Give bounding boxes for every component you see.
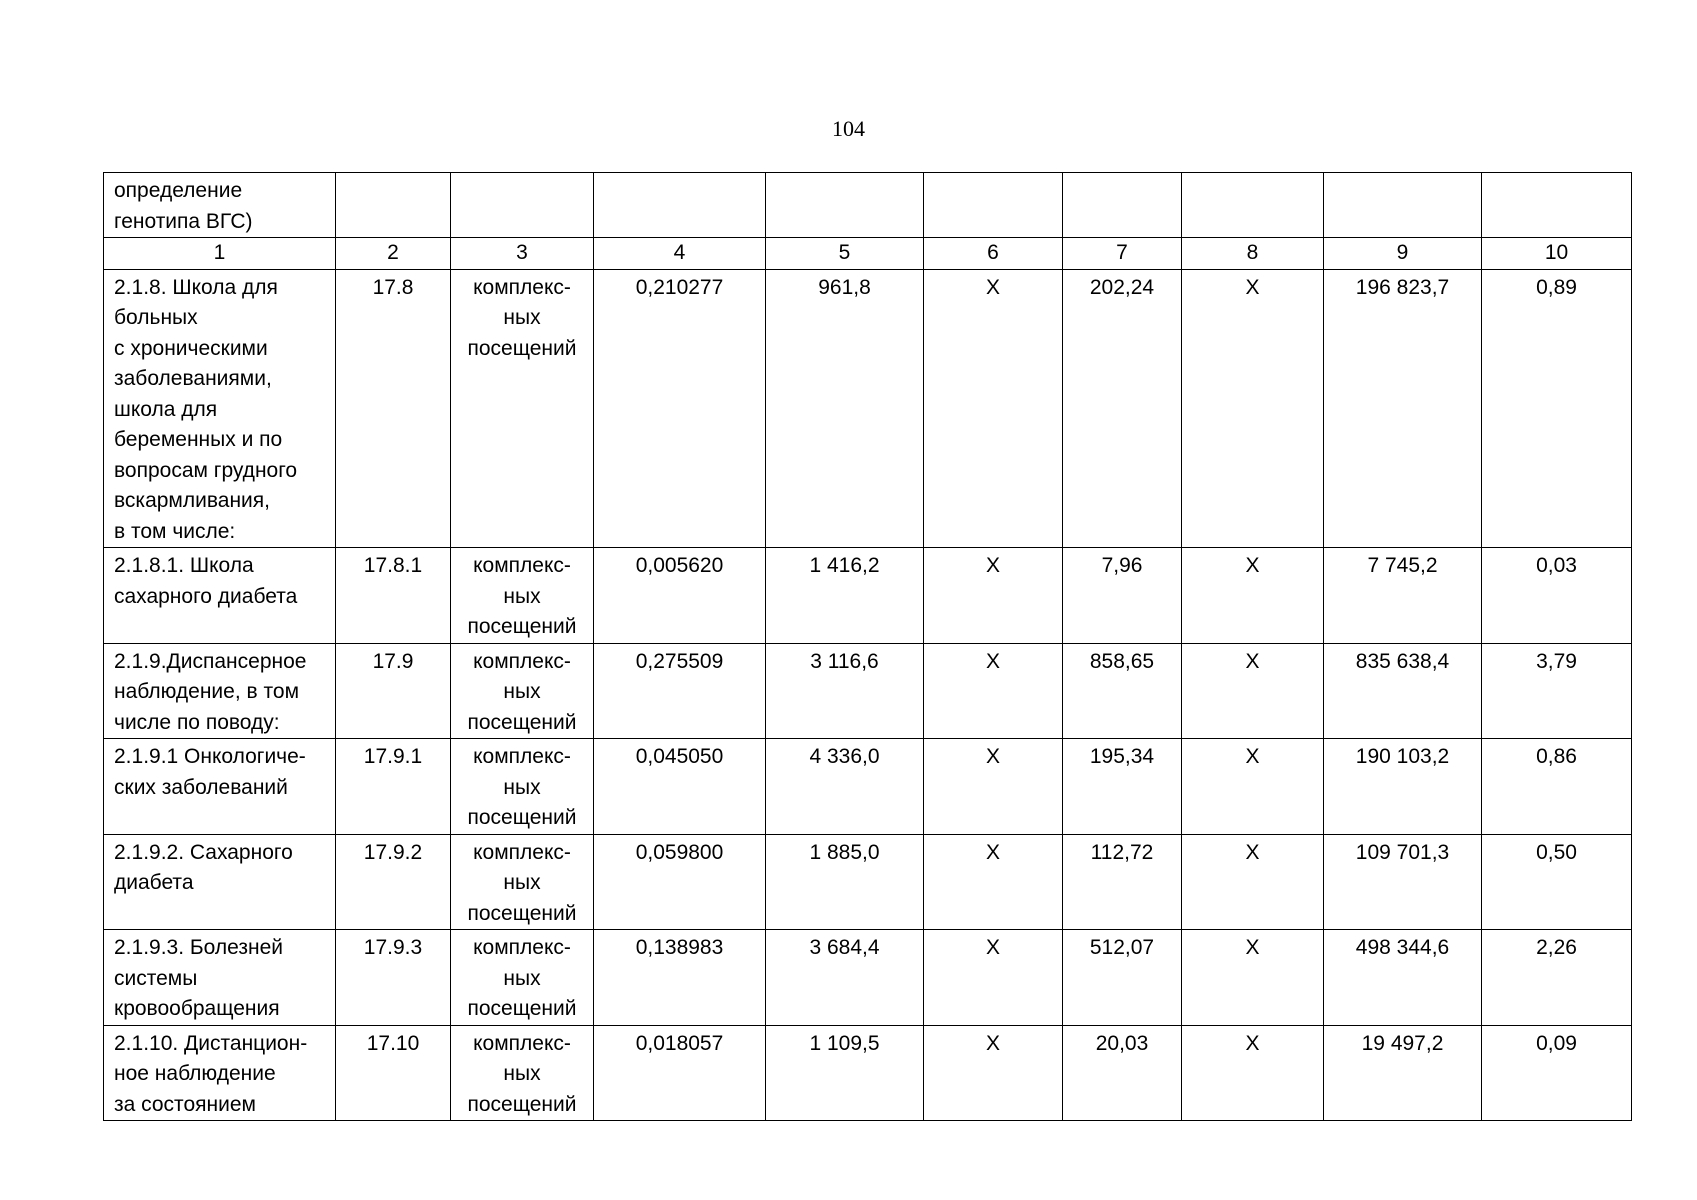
column-number: 4	[594, 238, 766, 270]
empty-cell	[1324, 173, 1482, 238]
cost-value: 4 336,0	[766, 739, 924, 835]
empty-cell	[1482, 173, 1632, 238]
continuation-cell: определение генотипа ВГС)	[104, 173, 336, 238]
x-mark: Х	[1182, 739, 1324, 835]
per-capita-value: 112,72	[1063, 834, 1182, 930]
share-value: 0,86	[1482, 739, 1632, 835]
row-name: 2.1.9.3. Болезней системы кровообращения	[104, 930, 336, 1026]
empty-cell	[766, 173, 924, 238]
row-name: 2.1.9.Диспансерное наблюдение, в том числе по поводу:	[104, 643, 336, 739]
share-value: 2,26	[1482, 930, 1632, 1026]
share-value: 0,03	[1482, 548, 1632, 644]
row-code: 17.8.1	[336, 548, 451, 644]
column-number: 3	[451, 238, 594, 270]
row-name: 2.1.8.1. Школа сахарного диабета	[104, 548, 336, 644]
norm-value: 0,045050	[594, 739, 766, 835]
total-value: 109 701,3	[1324, 834, 1482, 930]
column-number: 8	[1182, 238, 1324, 270]
per-capita-value: 7,96	[1063, 548, 1182, 644]
cost-value: 1 885,0	[766, 834, 924, 930]
empty-cell	[451, 173, 594, 238]
empty-cell	[594, 173, 766, 238]
column-number: 7	[1063, 238, 1182, 270]
column-number: 9	[1324, 238, 1482, 270]
unit-cell: комплекс- ных посещений	[451, 548, 594, 644]
row-name: 2.1.9.2. Сахарного диабета	[104, 834, 336, 930]
continuation-row	[104, 173, 1632, 238]
norm-value: 0,018057	[594, 1025, 766, 1121]
row-name: 2.1.9.1 Онкологиче- ских заболеваний	[104, 739, 336, 835]
cost-value: 961,8	[766, 269, 924, 548]
table-row	[104, 643, 1632, 739]
column-number: 10	[1482, 238, 1632, 270]
x-mark: Х	[924, 269, 1063, 548]
table-body	[104, 173, 1632, 1121]
norm-value: 0,059800	[594, 834, 766, 930]
row-name: 2.1.10. Дистанцион- ное наблюдение за состоянием	[104, 1025, 336, 1121]
x-mark: Х	[1182, 269, 1324, 548]
column-number-row	[104, 238, 1632, 270]
x-mark: Х	[1182, 643, 1324, 739]
unit-cell: комплекс- ных посещений	[451, 930, 594, 1026]
row-code: 17.9.2	[336, 834, 451, 930]
tariff-table	[103, 172, 1632, 1121]
per-capita-value: 202,24	[1063, 269, 1182, 548]
x-mark: Х	[924, 739, 1063, 835]
share-value: 3,79	[1482, 643, 1632, 739]
x-mark: Х	[924, 930, 1063, 1026]
row-code: 17.9	[336, 643, 451, 739]
x-mark: Х	[1182, 834, 1324, 930]
x-mark: Х	[924, 643, 1063, 739]
x-mark: Х	[1182, 548, 1324, 644]
norm-value: 0,138983	[594, 930, 766, 1026]
row-code: 17.10	[336, 1025, 451, 1121]
table-row	[104, 834, 1632, 930]
unit-cell: комплекс- ных посещений	[451, 643, 594, 739]
column-number: 1	[104, 238, 336, 270]
row-code: 17.9.3	[336, 930, 451, 1026]
unit-cell: комплекс- ных посещений	[451, 269, 594, 548]
row-code: 17.8	[336, 269, 451, 548]
x-mark: Х	[924, 1025, 1063, 1121]
cost-value: 3 116,6	[766, 643, 924, 739]
total-value: 835 638,4	[1324, 643, 1482, 739]
table-row	[104, 930, 1632, 1026]
empty-cell	[1063, 173, 1182, 238]
total-value: 190 103,2	[1324, 739, 1482, 835]
table-row	[104, 1025, 1632, 1121]
share-value: 0,09	[1482, 1025, 1632, 1121]
cost-value: 1 416,2	[766, 548, 924, 644]
x-mark: Х	[924, 834, 1063, 930]
column-number: 5	[766, 238, 924, 270]
total-value: 7 745,2	[1324, 548, 1482, 644]
norm-value: 0,210277	[594, 269, 766, 548]
empty-cell	[336, 173, 451, 238]
unit-cell: комплекс- ных посещений	[451, 1025, 594, 1121]
per-capita-value: 20,03	[1063, 1025, 1182, 1121]
share-value: 0,89	[1482, 269, 1632, 548]
row-name: 2.1.8. Школа для больных с хроническими заболеваниями, школа для беременных и по вопросам грудного вскармливания, в том числе:	[104, 269, 336, 548]
page-number: 104	[832, 116, 865, 141]
norm-value: 0,275509	[594, 643, 766, 739]
per-capita-value: 858,65	[1063, 643, 1182, 739]
cost-value: 1 109,5	[766, 1025, 924, 1121]
table-row	[104, 269, 1632, 548]
unit-cell: комплекс- ных посещений	[451, 834, 594, 930]
empty-cell	[1182, 173, 1324, 238]
empty-cell	[924, 173, 1063, 238]
table-row	[104, 739, 1632, 835]
share-value: 0,50	[1482, 834, 1632, 930]
cost-value: 3 684,4	[766, 930, 924, 1026]
total-value: 19 497,2	[1324, 1025, 1482, 1121]
total-value: 196 823,7	[1324, 269, 1482, 548]
per-capita-value: 512,07	[1063, 930, 1182, 1026]
column-number: 6	[924, 238, 1063, 270]
row-code: 17.9.1	[336, 739, 451, 835]
norm-value: 0,005620	[594, 548, 766, 644]
x-mark: Х	[1182, 930, 1324, 1026]
table-row	[104, 548, 1632, 644]
total-value: 498 344,6	[1324, 930, 1482, 1026]
per-capita-value: 195,34	[1063, 739, 1182, 835]
unit-cell: комплекс- ных посещений	[451, 739, 594, 835]
column-number: 2	[336, 238, 451, 270]
x-mark: Х	[924, 548, 1063, 644]
x-mark: Х	[1182, 1025, 1324, 1121]
